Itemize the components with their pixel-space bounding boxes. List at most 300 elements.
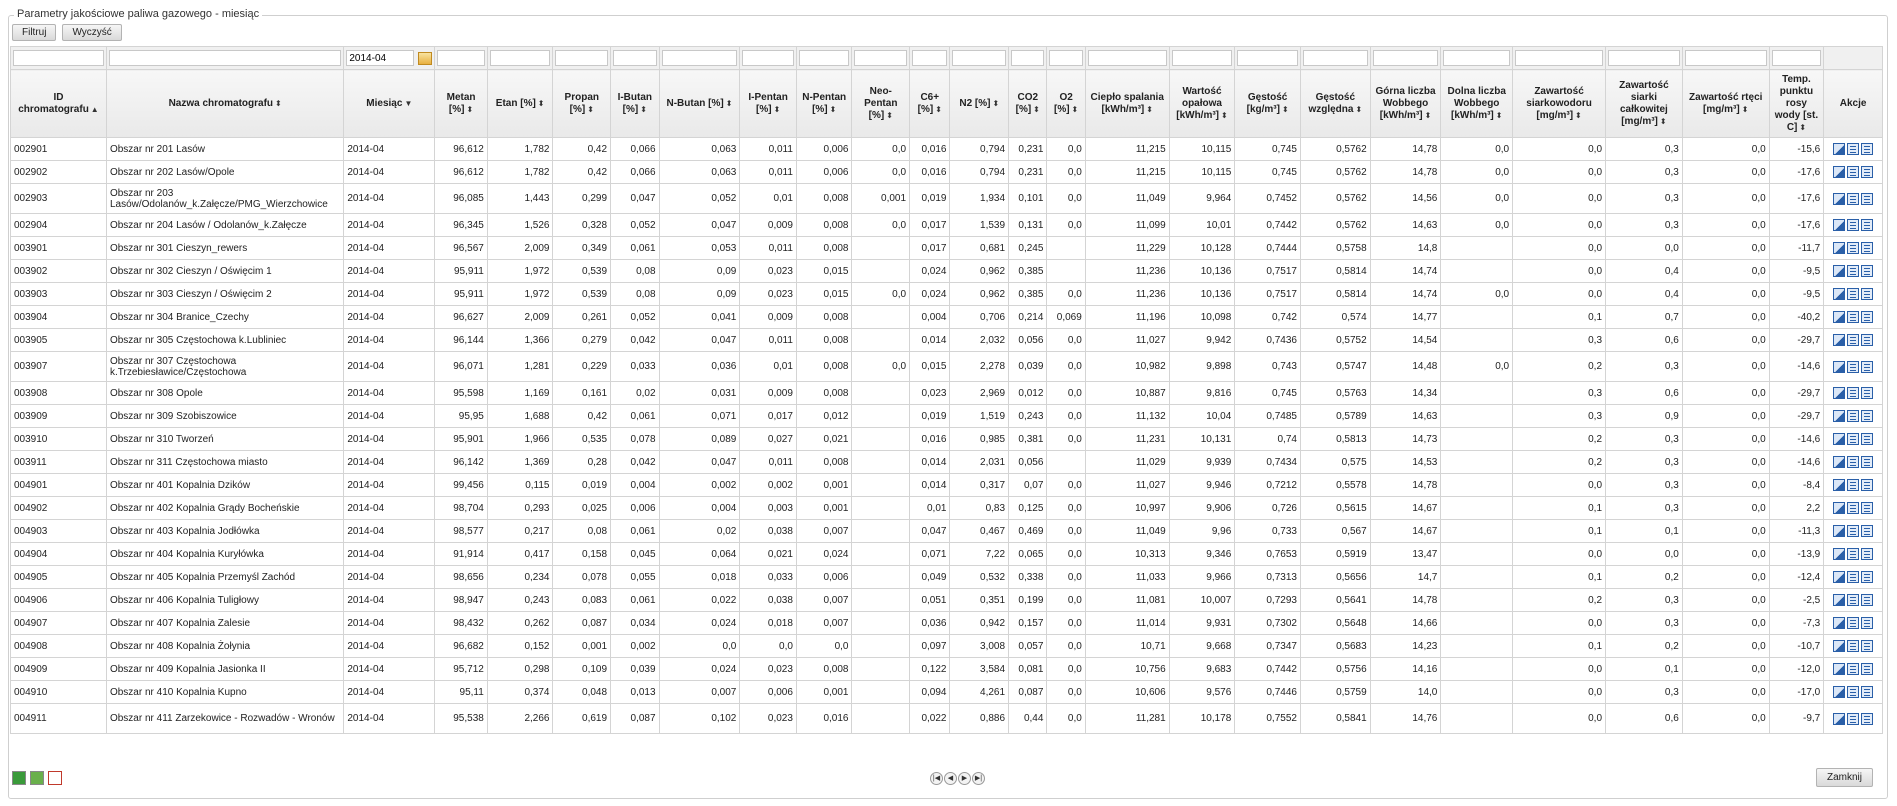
table-row[interactable]	[11, 161, 1883, 184]
report-icon[interactable]	[1861, 571, 1873, 583]
table-row[interactable]	[11, 428, 1883, 451]
table-cell: 0,053	[659, 237, 740, 260]
table-cell: 0,2	[1513, 589, 1606, 612]
table-cell: 0,299	[553, 184, 611, 214]
table-row[interactable]	[11, 214, 1883, 237]
report-icon[interactable]	[1861, 663, 1873, 675]
column-filter-input[interactable]	[952, 50, 1006, 66]
details-icon[interactable]	[1847, 361, 1859, 373]
table-row[interactable]	[11, 566, 1883, 589]
table-cell: 0,015	[910, 352, 950, 382]
sort-icon[interactable]: ▲	[90, 104, 99, 114]
table-cell: 10,128	[1169, 237, 1235, 260]
column-filter-input[interactable]	[490, 50, 551, 66]
column-header[interactable]	[910, 70, 950, 138]
table-cell: 10,887	[1085, 382, 1169, 405]
table-cell: 0,0	[1682, 612, 1769, 635]
sort-icon[interactable]: ⬍	[537, 98, 545, 108]
table-cell	[1441, 237, 1513, 260]
clear-button[interactable]: Wyczyść	[62, 24, 121, 41]
column-header[interactable]	[1682, 70, 1769, 138]
table-cell: 0,057	[1009, 635, 1047, 658]
table-cell: 0,08	[611, 283, 659, 306]
table-cell: -29,7	[1769, 329, 1824, 352]
table-cell: 0,078	[553, 566, 611, 589]
column-header[interactable]	[1769, 70, 1824, 138]
edit-icon[interactable]	[1833, 525, 1845, 537]
details-icon[interactable]	[1847, 525, 1859, 537]
table-cell: 10,115	[1169, 138, 1235, 161]
sort-icon[interactable]: ⬍	[587, 104, 594, 114]
edit-icon[interactable]	[1833, 456, 1845, 468]
pager-last-button[interactable]: ▶|	[972, 772, 985, 785]
column-filter-input[interactable]	[613, 50, 656, 66]
column-filter-input[interactable]	[13, 50, 104, 66]
edit-icon[interactable]	[1833, 713, 1845, 725]
row-actions	[1824, 566, 1883, 589]
table-cell: 0,0	[1513, 260, 1606, 283]
row-actions	[1824, 237, 1883, 260]
sort-icon[interactable]: ⬍	[466, 104, 474, 114]
table-cell: 3,008	[950, 635, 1009, 658]
table-cell: 14,78	[1370, 589, 1441, 612]
table-cell: 0,08	[611, 260, 659, 283]
details-icon[interactable]	[1847, 548, 1859, 560]
column-header[interactable]	[11, 70, 107, 138]
report-icon[interactable]	[1861, 617, 1873, 629]
table-cell: 2014-04	[344, 306, 435, 329]
sort-icon[interactable]: ⬍	[725, 98, 733, 108]
table-cell: 0,097	[910, 635, 950, 658]
table-cell: 0,231	[1009, 138, 1047, 161]
table-cell: 0,962	[950, 260, 1009, 283]
table-cell: 0,74	[1235, 428, 1301, 451]
calendar-icon[interactable]	[418, 52, 432, 65]
table-cell	[852, 612, 910, 635]
report-icon[interactable]	[1861, 640, 1873, 652]
table-cell	[1441, 428, 1513, 451]
column-filter-input[interactable]	[1237, 50, 1298, 66]
table-cell	[1441, 306, 1513, 329]
edit-icon[interactable]	[1833, 219, 1845, 231]
table-row[interactable]	[11, 612, 1883, 635]
edit-icon[interactable]	[1833, 594, 1845, 606]
column-filter-input[interactable]	[1515, 50, 1603, 66]
table-cell: 0,5814	[1300, 283, 1370, 306]
sort-icon[interactable]: ▼	[404, 98, 413, 108]
column-header[interactable]	[344, 70, 435, 138]
table-row[interactable]	[11, 329, 1883, 352]
table-cell: 10,01	[1169, 214, 1235, 237]
table-row[interactable]	[11, 543, 1883, 566]
table-cell	[1441, 704, 1513, 734]
table-cell: 0,025	[553, 497, 611, 520]
table-cell: 0,467	[950, 520, 1009, 543]
table-row[interactable]	[11, 474, 1883, 497]
table-cell: 0,0	[1682, 161, 1769, 184]
pager-prev-button[interactable]: ◀	[944, 772, 957, 785]
table-row[interactable]	[11, 451, 1883, 474]
column-filter-input[interactable]	[912, 50, 947, 66]
table-cell: 0,726	[1235, 497, 1301, 520]
column-filter-input[interactable]	[555, 50, 608, 66]
column-header-label: N-Butan [%]	[666, 97, 724, 109]
edit-icon[interactable]	[1833, 193, 1845, 205]
table-cell: 0,0	[1047, 497, 1085, 520]
column-header[interactable]	[1513, 70, 1606, 138]
details-icon[interactable]	[1847, 265, 1859, 277]
table-cell: 0,681	[950, 237, 1009, 260]
edit-icon[interactable]	[1833, 433, 1845, 445]
report-icon[interactable]	[1861, 456, 1873, 468]
table-row[interactable]	[11, 658, 1883, 681]
sort-icon[interactable]: ⬍	[1071, 104, 1079, 114]
sort-icon[interactable]: ⬍	[1424, 110, 1432, 120]
table-cell: 0,243	[1009, 405, 1047, 428]
table-cell: -15,6	[1769, 138, 1824, 161]
sort-icon[interactable]: ⬍	[1495, 110, 1503, 120]
sort-icon[interactable]: ⬍	[640, 104, 647, 114]
table-row[interactable]	[11, 138, 1883, 161]
column-filter-input[interactable]	[742, 50, 794, 66]
cell-id: 003911	[11, 451, 107, 474]
details-icon[interactable]	[1847, 502, 1859, 514]
details-icon[interactable]	[1847, 334, 1859, 346]
filter-cell	[1300, 47, 1370, 70]
report-icon[interactable]	[1861, 311, 1873, 323]
column-filter-input[interactable]	[1172, 50, 1233, 66]
sort-icon[interactable]: ⬍	[992, 98, 1000, 108]
sort-icon[interactable]: ⬍	[829, 104, 837, 114]
table-cell	[852, 704, 910, 734]
pager-next-button[interactable]: ▶	[958, 772, 971, 785]
column-filter-input[interactable]	[1608, 50, 1680, 66]
table-cell: 0,199	[1009, 589, 1047, 612]
cell-name: Obszar nr 411 Zarzekowice - Rozwadów - Wronów	[106, 704, 343, 734]
table-cell: 0,008	[796, 329, 852, 352]
table-cell: 0,066	[611, 138, 659, 161]
table-cell: -2,5	[1769, 589, 1824, 612]
edit-icon[interactable]	[1833, 502, 1845, 514]
table-cell: 0,7212	[1235, 474, 1301, 497]
column-header[interactable]	[1235, 70, 1301, 138]
edit-icon[interactable]	[1833, 166, 1845, 178]
close-button[interactable]: Zamknij	[1816, 768, 1873, 787]
details-icon[interactable]	[1847, 713, 1859, 725]
details-icon[interactable]	[1847, 311, 1859, 323]
table-cell: 0,7436	[1235, 329, 1301, 352]
sort-icon[interactable]: ⬍	[1799, 122, 1807, 132]
table-cell: 0,1	[1513, 520, 1606, 543]
table-cell: 0,234	[487, 566, 553, 589]
details-icon[interactable]	[1847, 617, 1859, 629]
column-filter-input[interactable]	[854, 50, 907, 66]
details-icon[interactable]	[1847, 433, 1859, 445]
table-row[interactable]	[11, 283, 1883, 306]
sort-icon[interactable]: ⬍	[1355, 104, 1363, 114]
column-header[interactable]	[611, 70, 659, 138]
table-cell: -40,2	[1769, 306, 1824, 329]
table-row[interactable]	[11, 382, 1883, 405]
sort-icon[interactable]: ⬍	[275, 98, 282, 108]
column-header[interactable]	[435, 70, 488, 138]
details-icon[interactable]	[1847, 143, 1859, 155]
cell-name: Obszar nr 202 Lasów/Opole	[106, 161, 343, 184]
report-icon[interactable]	[1861, 143, 1873, 155]
details-icon[interactable]	[1847, 288, 1859, 300]
pdf-icon[interactable]	[48, 771, 62, 785]
filter-cell	[1513, 47, 1606, 70]
table-cell: 11,132	[1085, 405, 1169, 428]
column-header-label: Zawartość siarki całkowitej [mg/m³]	[1619, 79, 1669, 127]
table-cell: 96,085	[435, 184, 488, 214]
edit-icon[interactable]	[1833, 663, 1845, 675]
edit-icon[interactable]	[1833, 617, 1845, 629]
column-filter-input[interactable]	[1772, 50, 1822, 66]
sort-icon[interactable]: ⬍	[1659, 116, 1667, 126]
sort-icon[interactable]: ⬍	[935, 104, 942, 114]
column-filter-input[interactable]	[662, 50, 738, 66]
table-row[interactable]	[11, 184, 1883, 214]
table-cell: 14,67	[1370, 520, 1441, 543]
table-cell: 0,351	[950, 589, 1009, 612]
table-row[interactable]	[11, 405, 1883, 428]
report-icon[interactable]	[1861, 361, 1873, 373]
table-row[interactable]	[11, 589, 1883, 612]
details-icon[interactable]	[1847, 410, 1859, 422]
table-cell: 96,071	[435, 352, 488, 382]
edit-icon[interactable]	[1833, 548, 1845, 560]
pager-first-button[interactable]: |◀	[930, 772, 943, 785]
report-icon[interactable]	[1861, 193, 1873, 205]
report-icon[interactable]	[1861, 525, 1873, 537]
edit-icon[interactable]	[1833, 686, 1845, 698]
table-cell: 0,09	[659, 260, 740, 283]
filter-cell	[1235, 47, 1301, 70]
table-cell: 0,01	[740, 184, 797, 214]
toolbar	[12, 24, 122, 41]
report-icon[interactable]	[1861, 265, 1873, 277]
edit-icon[interactable]	[1833, 479, 1845, 491]
table-cell: 11,014	[1085, 612, 1169, 635]
report-icon[interactable]	[1861, 387, 1873, 399]
table-cell: 0,0	[1047, 474, 1085, 497]
table-row[interactable]	[11, 260, 1883, 283]
sort-icon[interactable]: ⬍	[1146, 104, 1153, 114]
cell-name: Obszar nr 204 Lasów / Odolanów_k.Załęcze	[106, 214, 343, 237]
details-icon[interactable]	[1847, 571, 1859, 583]
filter-cell	[1047, 47, 1085, 70]
column-header[interactable]	[740, 70, 797, 138]
table-cell: -14,6	[1769, 428, 1824, 451]
table-cell: 0,009	[740, 214, 797, 237]
report-icon[interactable]	[1861, 410, 1873, 422]
report-icon[interactable]	[1861, 219, 1873, 231]
column-header[interactable]	[553, 70, 611, 138]
edit-icon[interactable]	[1833, 288, 1845, 300]
edit-icon[interactable]	[1833, 571, 1845, 583]
table-cell: 0,7552	[1235, 704, 1301, 734]
table-cell: 0,01	[910, 497, 950, 520]
table-cell: 0,7442	[1235, 214, 1301, 237]
table-cell: 0,061	[611, 520, 659, 543]
column-header[interactable]	[1009, 70, 1047, 138]
table-cell: 2014-04	[344, 589, 435, 612]
sort-icon[interactable]: ⬍	[1221, 110, 1228, 120]
report-icon[interactable]	[1861, 242, 1873, 254]
column-header[interactable]	[950, 70, 1009, 138]
details-icon[interactable]	[1847, 193, 1859, 205]
excel-icon[interactable]	[12, 771, 26, 785]
table-row[interactable]	[11, 237, 1883, 260]
table-cell: -17,6	[1769, 184, 1824, 214]
table-cell: 0,109	[553, 658, 611, 681]
table-row[interactable]	[11, 352, 1883, 382]
table-cell: 0,0	[1047, 214, 1085, 237]
table-cell: 0,317	[950, 474, 1009, 497]
column-filter-input[interactable]	[1088, 50, 1167, 66]
table-row[interactable]	[11, 497, 1883, 520]
table-row[interactable]	[11, 306, 1883, 329]
details-icon[interactable]	[1847, 166, 1859, 178]
table-cell: 0,6	[1606, 704, 1683, 734]
table-cell: 0,349	[553, 237, 611, 260]
cell-name: Obszar nr 409 Kopalnia Jasionka II	[106, 658, 343, 681]
column-filter-input[interactable]	[1685, 50, 1767, 66]
column-filter-input[interactable]	[1049, 50, 1082, 66]
edit-icon[interactable]	[1833, 387, 1845, 399]
column-header[interactable]	[487, 70, 553, 138]
column-filter-input[interactable]	[1011, 50, 1044, 66]
table-cell: 0,087	[1009, 681, 1047, 704]
cell-id: 003902	[11, 260, 107, 283]
column-filter-input[interactable]	[109, 50, 341, 66]
details-icon[interactable]	[1847, 594, 1859, 606]
column-header[interactable]	[1047, 70, 1085, 138]
table-cell	[1441, 520, 1513, 543]
column-header-label: I-Butan [%]	[617, 91, 653, 115]
edit-icon[interactable]	[1833, 242, 1845, 254]
table-row[interactable]	[11, 635, 1883, 658]
pager	[930, 772, 985, 785]
report-icon[interactable]	[1861, 686, 1873, 698]
table-cell: 0,3	[1606, 161, 1683, 184]
table-cell: 0,007	[796, 520, 852, 543]
column-header-label: Górna liczba Wobbego [kWh/m³]	[1375, 85, 1436, 121]
column-header[interactable]	[1300, 70, 1370, 138]
details-icon[interactable]	[1847, 219, 1859, 231]
report-icon[interactable]	[1861, 433, 1873, 445]
filter-button[interactable]: Filtruj	[12, 24, 56, 41]
table-row[interactable]	[11, 704, 1883, 734]
sort-icon[interactable]: ⬍	[1575, 110, 1582, 120]
edit-icon[interactable]	[1833, 143, 1845, 155]
column-filter-input[interactable]	[1303, 50, 1368, 66]
edit-icon[interactable]	[1833, 311, 1845, 323]
column-filter-input[interactable]	[1443, 50, 1510, 66]
report-icon[interactable]	[1861, 479, 1873, 491]
table-cell: -11,3	[1769, 520, 1824, 543]
column-header[interactable]	[852, 70, 910, 138]
report-icon[interactable]	[1861, 594, 1873, 606]
table-row[interactable]	[11, 681, 1883, 704]
cell-name: Obszar nr 309 Szobiszowice	[106, 405, 343, 428]
table-cell: 2014-04	[344, 184, 435, 214]
edit-icon[interactable]	[1833, 334, 1845, 346]
column-header[interactable]	[1085, 70, 1169, 138]
column-header[interactable]	[106, 70, 343, 138]
sort-icon[interactable]: ⬍	[773, 104, 781, 114]
column-filter-input[interactable]	[437, 50, 485, 66]
details-icon[interactable]	[1847, 663, 1859, 675]
report-icon[interactable]	[1861, 548, 1873, 560]
edit-icon[interactable]	[1833, 640, 1845, 652]
sort-icon[interactable]: ⬍	[1033, 104, 1040, 114]
column-header[interactable]	[796, 70, 852, 138]
row-actions	[1824, 306, 1883, 329]
report-icon[interactable]	[1861, 334, 1873, 346]
details-icon[interactable]	[1847, 387, 1859, 399]
details-icon[interactable]	[1847, 242, 1859, 254]
table-cell	[852, 329, 910, 352]
table-cell	[1441, 451, 1513, 474]
table-cell: 11,215	[1085, 138, 1169, 161]
column-filter-input[interactable]	[799, 50, 850, 66]
table-cell: 2014-04	[344, 214, 435, 237]
table-cell: 0,078	[611, 428, 659, 451]
table-cell: 11,196	[1085, 306, 1169, 329]
details-icon[interactable]	[1847, 640, 1859, 652]
column-header[interactable]	[1169, 70, 1235, 138]
table-cell: 0,006	[796, 566, 852, 589]
table-cell: 0,217	[487, 520, 553, 543]
report-icon[interactable]	[1861, 713, 1873, 725]
sort-icon[interactable]: ⬍	[1741, 104, 1749, 114]
row-actions	[1824, 214, 1883, 237]
cell-name: Obszar nr 401 Kopalnia Dzików	[106, 474, 343, 497]
details-icon[interactable]	[1847, 456, 1859, 468]
report-icon[interactable]	[1861, 288, 1873, 300]
column-header[interactable]	[1370, 70, 1441, 138]
column-filter-input[interactable]	[1373, 50, 1439, 66]
edit-icon[interactable]	[1833, 410, 1845, 422]
table-row[interactable]	[11, 520, 1883, 543]
month-filter-input[interactable]	[346, 50, 414, 66]
table-cell: 0,0	[1682, 138, 1769, 161]
table-cell: 2,2	[1769, 497, 1824, 520]
table-cell: 0,0	[1682, 474, 1769, 497]
column-header[interactable]	[1606, 70, 1683, 138]
sort-icon[interactable]: ⬍	[886, 110, 893, 120]
table-cell: 0,1	[1606, 658, 1683, 681]
sort-icon[interactable]: ⬍	[1281, 104, 1289, 114]
edit-icon[interactable]	[1833, 265, 1845, 277]
column-header[interactable]	[659, 70, 740, 138]
csv-icon[interactable]	[30, 771, 44, 785]
edit-icon[interactable]	[1833, 361, 1845, 373]
table-cell: 0,0	[1513, 184, 1606, 214]
details-icon[interactable]	[1847, 686, 1859, 698]
table-cell	[852, 520, 910, 543]
table-cell: 0,886	[950, 704, 1009, 734]
table-cell: 0,071	[910, 543, 950, 566]
table-cell: 10,098	[1169, 306, 1235, 329]
report-icon[interactable]	[1861, 502, 1873, 514]
report-icon[interactable]	[1861, 166, 1873, 178]
details-icon[interactable]	[1847, 479, 1859, 491]
column-header[interactable]	[1441, 70, 1513, 138]
column-header-label: Zawartość siarkowodoru [mg/m³]	[1526, 85, 1592, 121]
